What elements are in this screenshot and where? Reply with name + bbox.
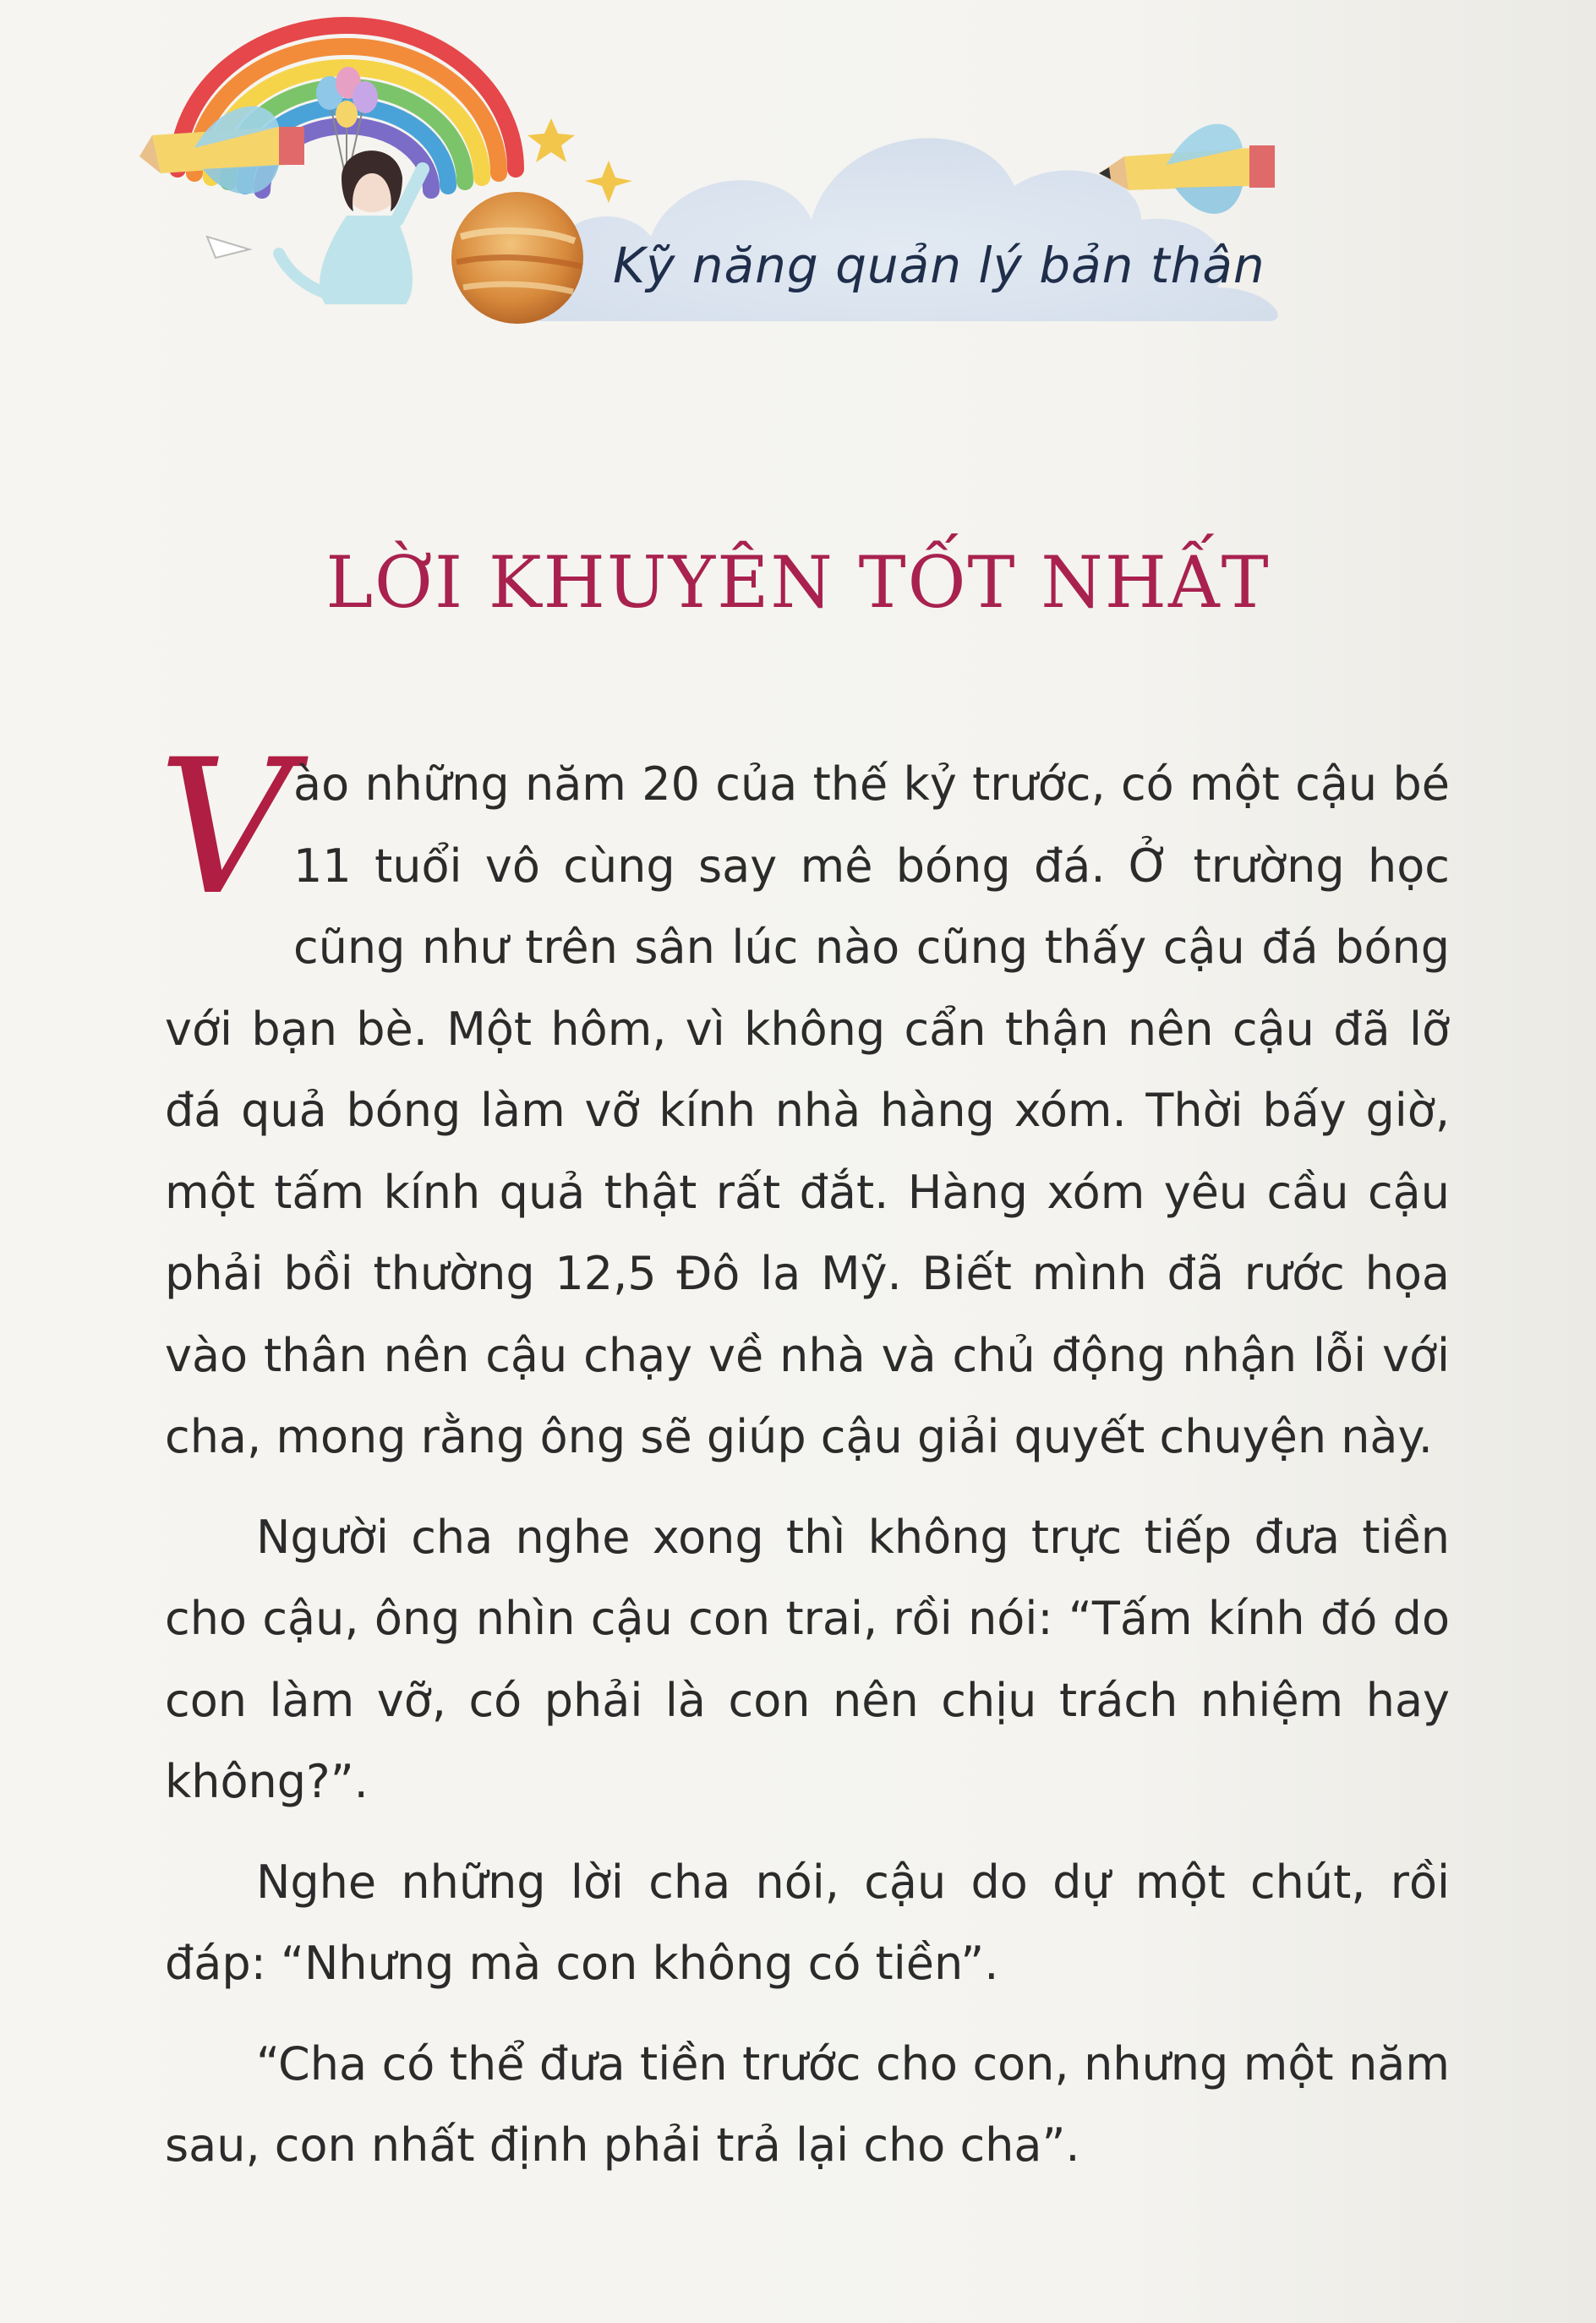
paragraph-1 (158, 719, 1450, 1479)
drop-cap: V (158, 719, 292, 936)
stars-icon (527, 118, 632, 203)
planet-icon (451, 192, 583, 324)
section-label: Kỹ năng quản lý bản thân (613, 237, 1265, 294)
header-illustration (0, 0, 1596, 389)
girl-icon (279, 150, 423, 304)
paragraph-4: “Cha có thể đưa tiền trước cho con, nhưng một năm sau, con nhất định phải trả lại cho cha”. (165, 2036, 1450, 2172)
paragraph-3: Nghe những lời cha nói, cậu do dự một chút, rồi đáp: “Nhưng mà con không có tiền”. (165, 1855, 1450, 1990)
page-title: LỜI KHUYÊN TỐT NHẤT (325, 541, 1271, 624)
paper-plane-icon (207, 237, 249, 258)
paragraph-1-text: ào những năm 20 của thế kỷ trước, có một cậu bé 11 tuổi vô cùng say mê bóng đá. Ở trường học cũng như trên sân lúc nào cũng thấy cậu đá bóng với bạn bè. Một hôm, vì không cẩn thận nên cậu đã lỡ đá quả bóng làm vỡ kính nhà hàng xóm. Thời bấy giờ, một tấm kính quả thật rất đắt. Hàng xóm yêu cầu cậu phải bồi thường 12,5 Đô la Mỹ. Biết mình đã rước họa vào thân nên cậu chạy về nhà và chủ động nhận lỗi với cha, mong rằng ông sẽ giúp cậu giải quyết chuyện này. (165, 757, 1450, 1463)
article-body (158, 719, 1450, 2205)
paragraph-2: Người cha nghe xong thì không trực tiếp đưa tiền cho cậu, ông nhìn cậu con trai, rồi nói: “Tấm kính đó do con làm vỡ, có phải là con nên chịu trách nhiệm hay không?”. (165, 1510, 1450, 1808)
header-illustration-svg (0, 0, 1596, 389)
